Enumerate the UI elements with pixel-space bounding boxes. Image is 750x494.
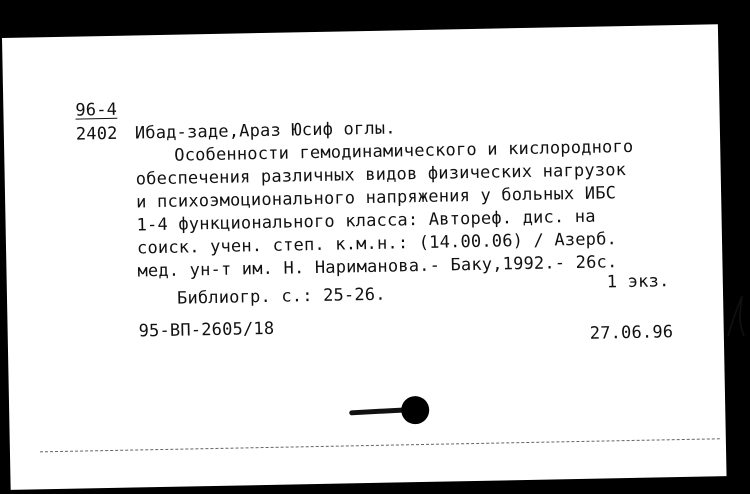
body-line-4: 1-4 функционального класса: Автореф. дис. на <box>136 206 596 236</box>
copies-count: 1 экз. <box>606 271 670 293</box>
body-line-6: мед. ун-т им. Н. Нариманова.- Баку,1992.- 26с. <box>137 252 618 282</box>
body-line-2: обеспечения различных видов физических нагрузок <box>135 160 627 190</box>
date-stamp: 27.06.96 <box>589 322 674 344</box>
bibliography-note: Библиогр. с.: 25-26. <box>176 284 386 309</box>
catalog-card <box>2 24 727 490</box>
body-line-1: Особенности гемодинамического и кислородного <box>174 136 634 166</box>
shelf-mark: 96-4 <box>75 99 118 121</box>
card-number: 2402 <box>75 123 118 145</box>
body-line-3: и психоэмоционального напряжения у больных ИБС <box>135 183 617 213</box>
accession-number: 95-ВП-2605/18 <box>138 318 275 342</box>
bottom-rule <box>40 438 720 452</box>
punch-hole <box>401 396 430 425</box>
author-heading: Ибад-заде,Араз Юсиф оглы. <box>134 118 396 144</box>
signature-mark <box>724 292 748 342</box>
body-line-5: соиск. учен. степ. к.м.н.: (14.00.06) / Азерб. <box>136 229 618 259</box>
